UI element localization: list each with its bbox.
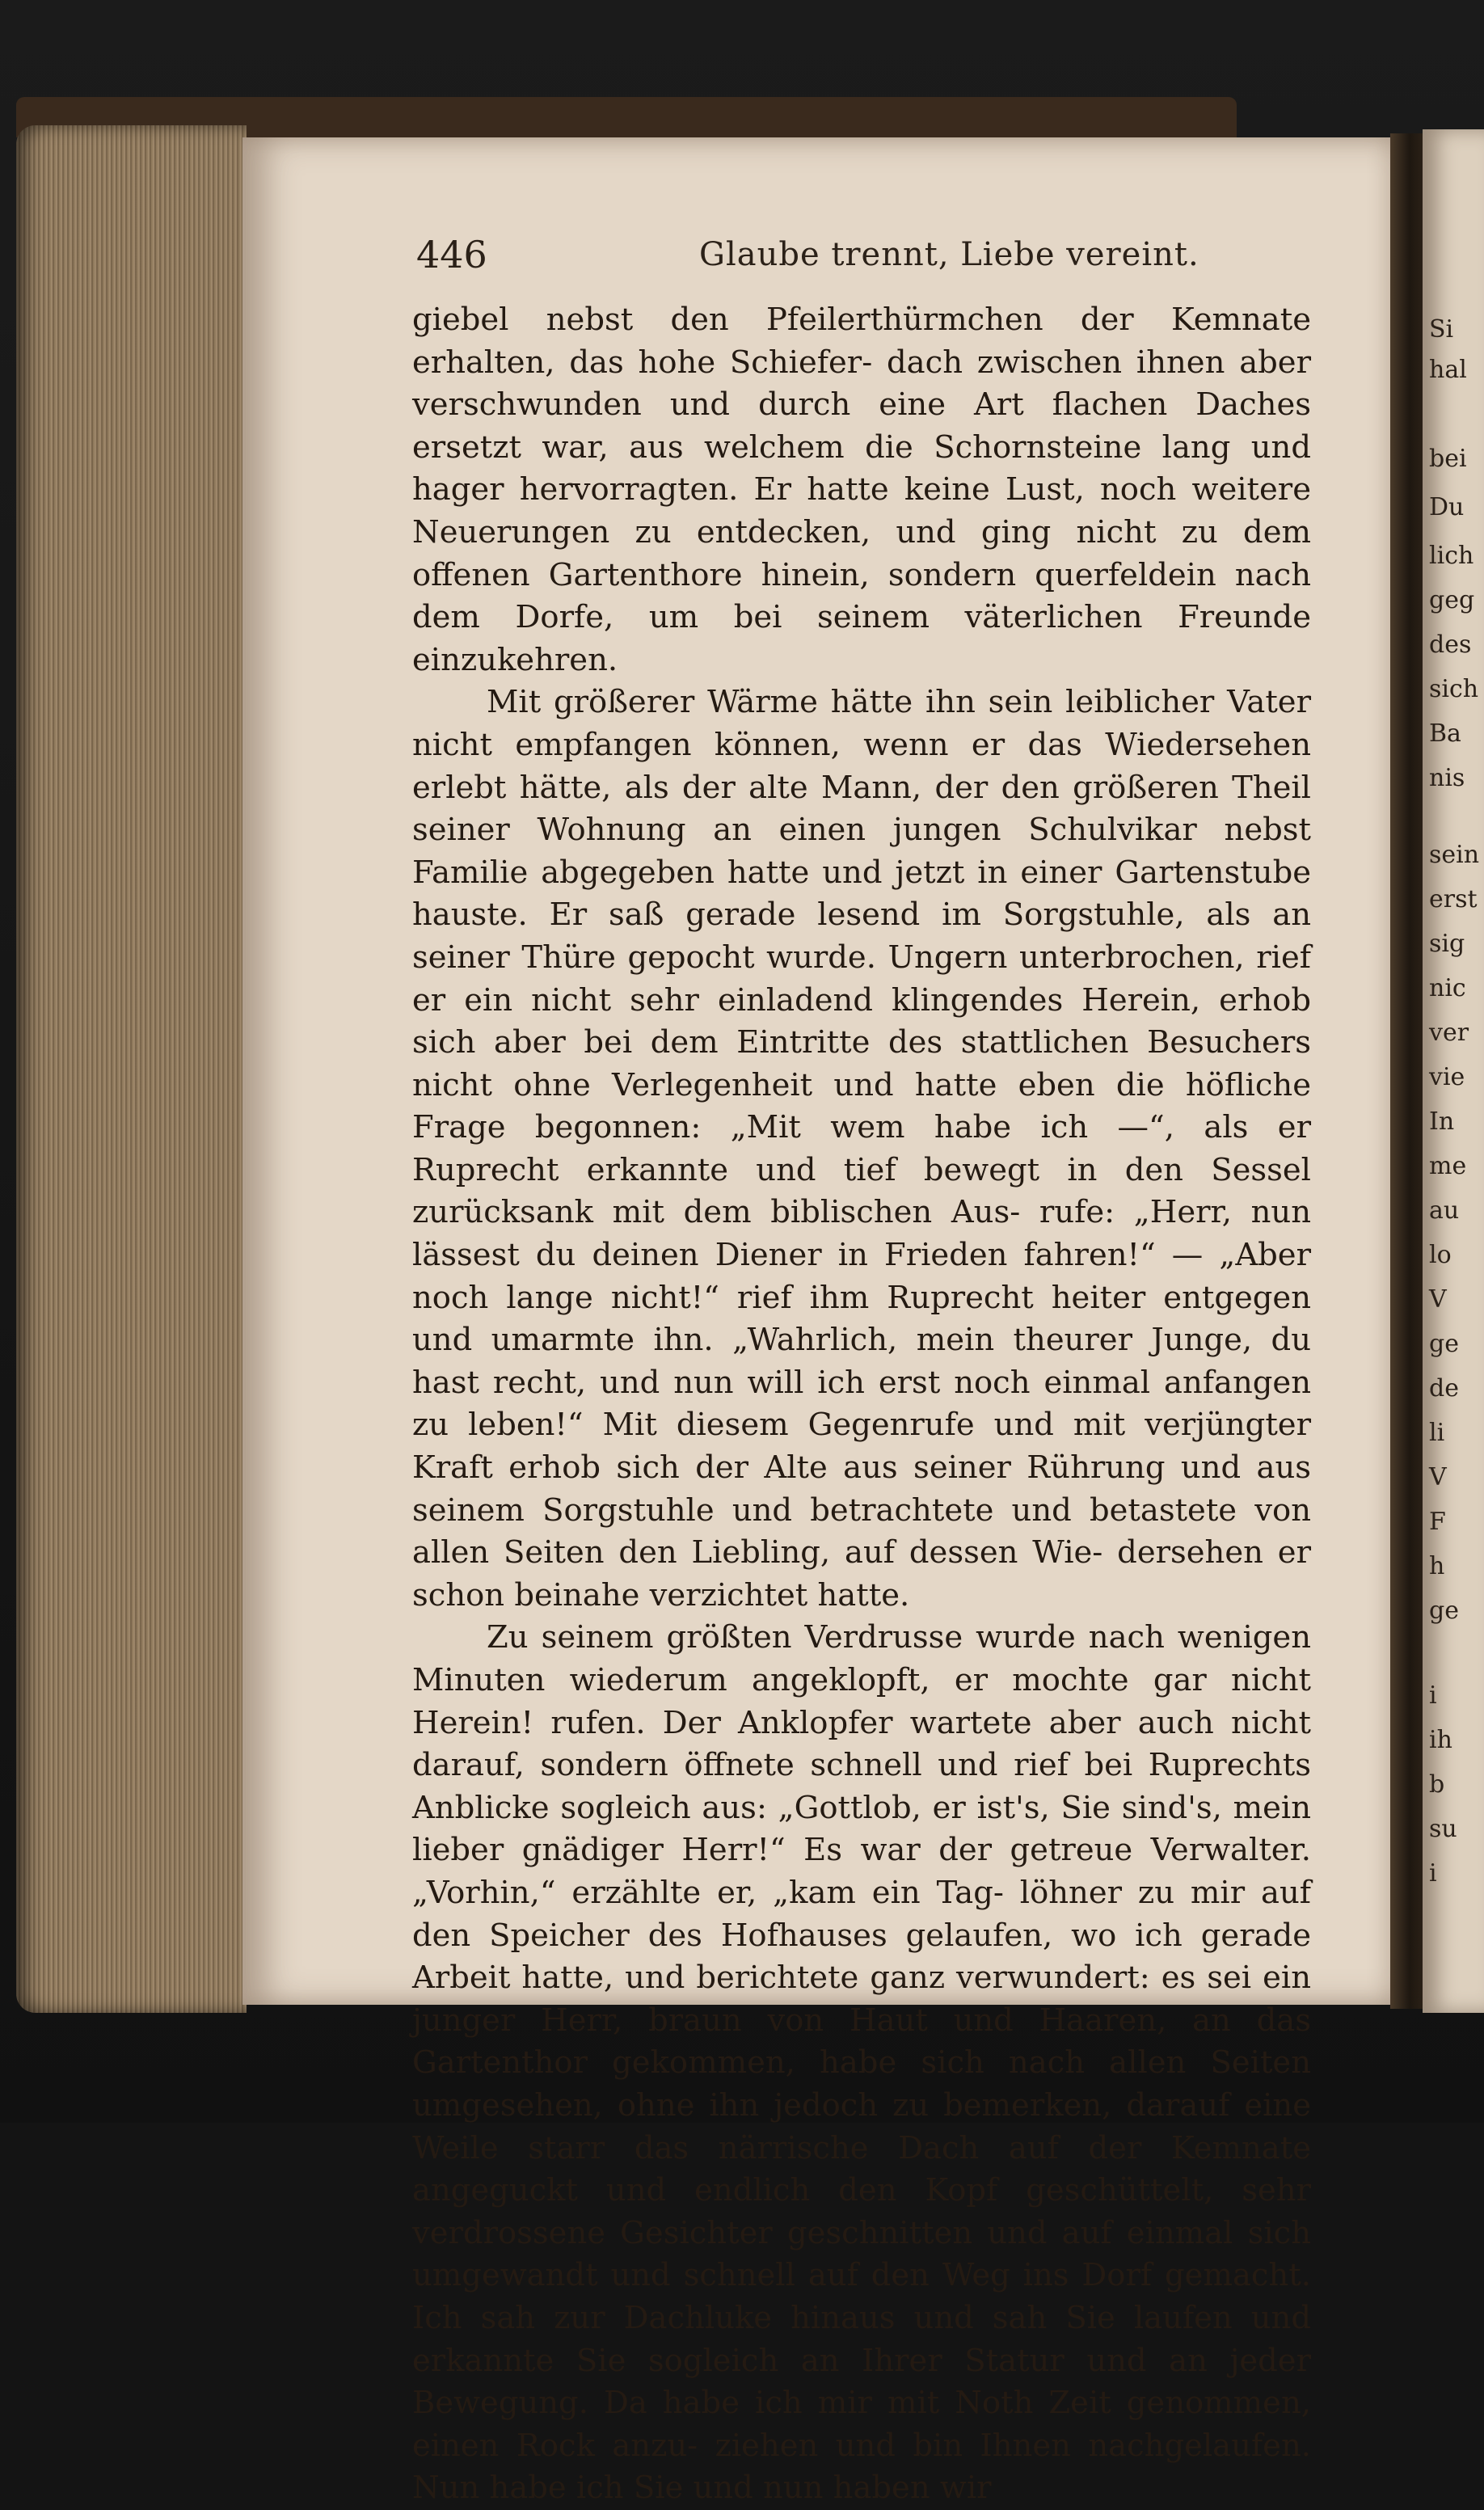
body-text [412, 299, 1311, 2510]
next-page-fragment: sig [1429, 930, 1465, 958]
next-page-fragment: ih [1429, 1726, 1452, 1754]
next-page-fragment: de [1429, 1374, 1459, 1403]
book-page [242, 137, 1390, 2507]
paragraph: giebel nebst den Pfeilerthürmchen der Kemnate erhalten, das hohe Schiefer- dach zwischen ihnen aber verschwunden und durch eine Art flachen Daches ersetzt war, aus welchem die Schornsteine lang und hager hervorragten. Er hatte keine Lust, noch weitere Neuerungen zu entdecken, und ging nicht zu dem offenen Gartenthore hinein, sondern querfeldein nach dem Dorfe, um bei seinem väterlichen Freunde einzukehren. [412, 302, 1311, 678]
next-page-fragment: h [1429, 1552, 1445, 1580]
next-page-fragment: V [1429, 1463, 1447, 1491]
next-page-fragment: su [1429, 1815, 1457, 1843]
next-page-fragment: ge [1429, 1597, 1459, 1625]
next-page-edge [1423, 129, 1484, 2013]
next-page-fragment: hal [1429, 356, 1467, 384]
next-page-fragment: ver [1429, 1019, 1469, 1047]
next-page-fragment: lich [1429, 542, 1474, 570]
next-page-fragment: V [1429, 1285, 1447, 1314]
next-page-fragment: In [1429, 1107, 1455, 1136]
next-page-fragment: des [1429, 631, 1472, 659]
next-page-fragment: au [1429, 1196, 1460, 1225]
page-number: 446 [416, 233, 487, 276]
next-page-fragment: me [1429, 1152, 1467, 1180]
running-title: Glaube trennt, Liebe vereint. [699, 236, 1199, 273]
book-gutter [1390, 133, 1423, 2009]
next-page-fragment: nis [1429, 764, 1465, 792]
next-page-fragment: geg [1429, 586, 1475, 614]
next-page-fragment: Si [1429, 315, 1454, 344]
next-page-fragment: li [1429, 1419, 1445, 1447]
next-page-fragment: sich [1429, 675, 1479, 703]
running-head [416, 233, 1305, 281]
next-page-fragment: F [1429, 1508, 1446, 1536]
paragraph: Mit größerer Wärme hätte ihn sein leiblicher Vater nicht empfangen können, wenn er das Wiedersehen erlebt hätte, als der alte Mann, der den größeren Theil seiner Wohnung an einen jungen Schulvikar nebst Familie abgegeben hatte und jetzt in einer Gartenstube hauste. Er saß gerade lesend im Sorgstuhle, als an seiner Thüre gepocht wurde. Ungern unterbrochen, rief er ein nicht sehr einladend klingendes Herein, erhob sich aber bei dem Eintritte des stattlichen Besuchers nicht ohne Verlegenheit und hatte eben die höfliche Frage begonnen: „Mit wem habe ich —“, als er Ruprecht erkannte und tief bewegt in den Sessel zurücksank mit dem biblischen Aus- rufe: „Herr, nun lässest du deinen Diener in Frieden fahren!“ — „Aber noch lange nicht!“ rief ihm Ruprecht heiter entgegen und umarmte ihn. „Wahrlich, mein theurer Junge, du hast recht, und nun will ich erst noch einmal anfangen zu leben!“ Mit diesem Gegenrufe und mit verjüngter Kraft erhob sich der Alte aus seiner Rührung und aus seinem Sorgstuhle und betrachtete und betastete von allen Seiten den Liebling, auf dessen Wie- dersehen er schon beinahe verzichtet hatte. [412, 684, 1311, 1614]
next-page-fragment: b [1429, 1770, 1445, 1799]
next-page-fragment: Ba [1429, 719, 1461, 748]
next-page-fragment: Du [1429, 493, 1465, 521]
next-page-fragment: bei [1429, 445, 1467, 473]
next-page-fragment: erst [1429, 885, 1478, 913]
page-block-edges [16, 125, 247, 2013]
next-page-fragment: i [1429, 1859, 1437, 1888]
next-page-fragment: i [1429, 1681, 1437, 1710]
next-page-fragment: vie [1429, 1063, 1465, 1091]
next-page-fragment: lo [1429, 1241, 1452, 1269]
next-page-fragment: nic [1429, 974, 1466, 1002]
paragraph: Zu seinem größten Verdrusse wurde nach wenigen Minuten wiederum angeklopft, er mochte gar nicht Herein! rufen. Der Anklopfer wartete aber auch nicht darauf, sondern öffnete schnell und rief bei Ruprechts Anblicke sogleich aus: „Gottlob, er ist's, Sie sind's, mein lieber gnädiger Herr!“ Es war der getreue Verwalter. „Vorhin,“ erzählte er, „kam ein Tag- löhner zu mir auf den Speicher des Hofhauses gelaufen, wo ich gerade Arbeit hatte, und berichtete ganz verwundert: es sei ein junger Herr, braun von Haut und Haaren, an das Gartenthor gekommen, habe sich nach allen Seiten umgesehen, ohne ihn jedoch zu bemerken, darauf eine Weile starr das närrische Dach auf der Kemnate angeguckt und endlich den Kopf geschüttelt, sehr verdrossene Gesichter geschnitten und auf einmal sich umgewandt und schnell auf den Weg ins Dorf gemacht. Ich sah zur Dachluke hinaus und sah Sie laufen und erkannte Sie sogleich an Ihrer Statur und an jeder Bewegung. Da habe ich mir mit Noth Zeit genommen, einen Rock anzu- ziehen und bin Ihnen nachgelaufen. Nun habe ich Sie und nun haben wir [412, 1619, 1311, 2507]
next-page-fragment: ge [1429, 1330, 1459, 1358]
next-page-fragment: sein [1429, 841, 1480, 869]
